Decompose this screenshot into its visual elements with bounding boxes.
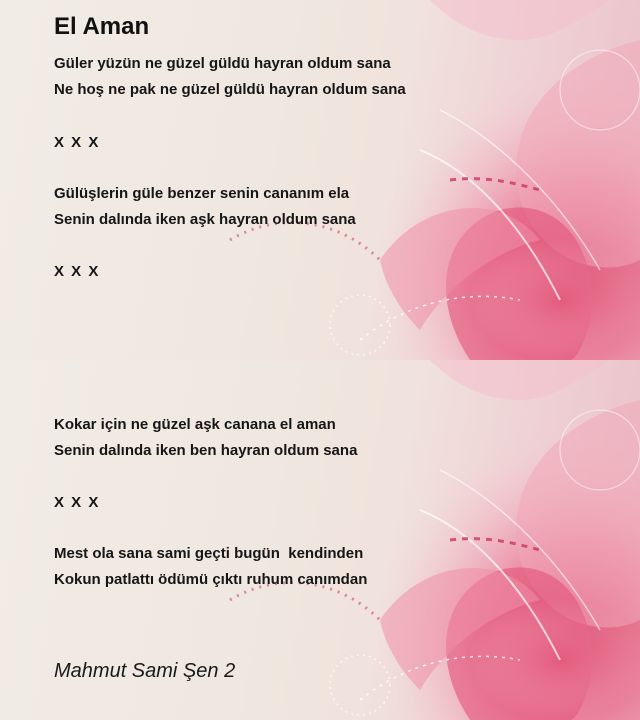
stanza3-line1: Kokar için ne güzel aşk canana el aman [54, 416, 336, 433]
stanza2-line1: Gülüşlerin güle benzer senin cananım ela [54, 185, 350, 202]
separator-1: X X X [54, 134, 99, 151]
separator-3: X X X [54, 494, 99, 511]
stanza4-line1: Mest ola sana sami geçti bugün kendinden [54, 545, 364, 562]
poem-title: El Aman [54, 13, 150, 40]
poem-author: Mahmut Sami Şen 2 [54, 660, 236, 682]
stanza4-line2: Kokun patlattı ödümü çıktı ruhum canımdan [54, 571, 368, 588]
poem-content [54, 0, 614, 720]
stanza2-line2: Senin dalında iken aşk hayran oldum sana [54, 211, 356, 228]
stanza1-line1: Güler yüzün ne güzel güldü hayran oldum sana [54, 55, 391, 72]
stanza1-line2: Ne hoş ne pak ne güzel güldü hayran oldum sana [54, 81, 406, 98]
stanza3-line2: Senin dalında iken ben hayran oldum sana [54, 442, 358, 459]
separator-2: X X X [54, 263, 99, 280]
